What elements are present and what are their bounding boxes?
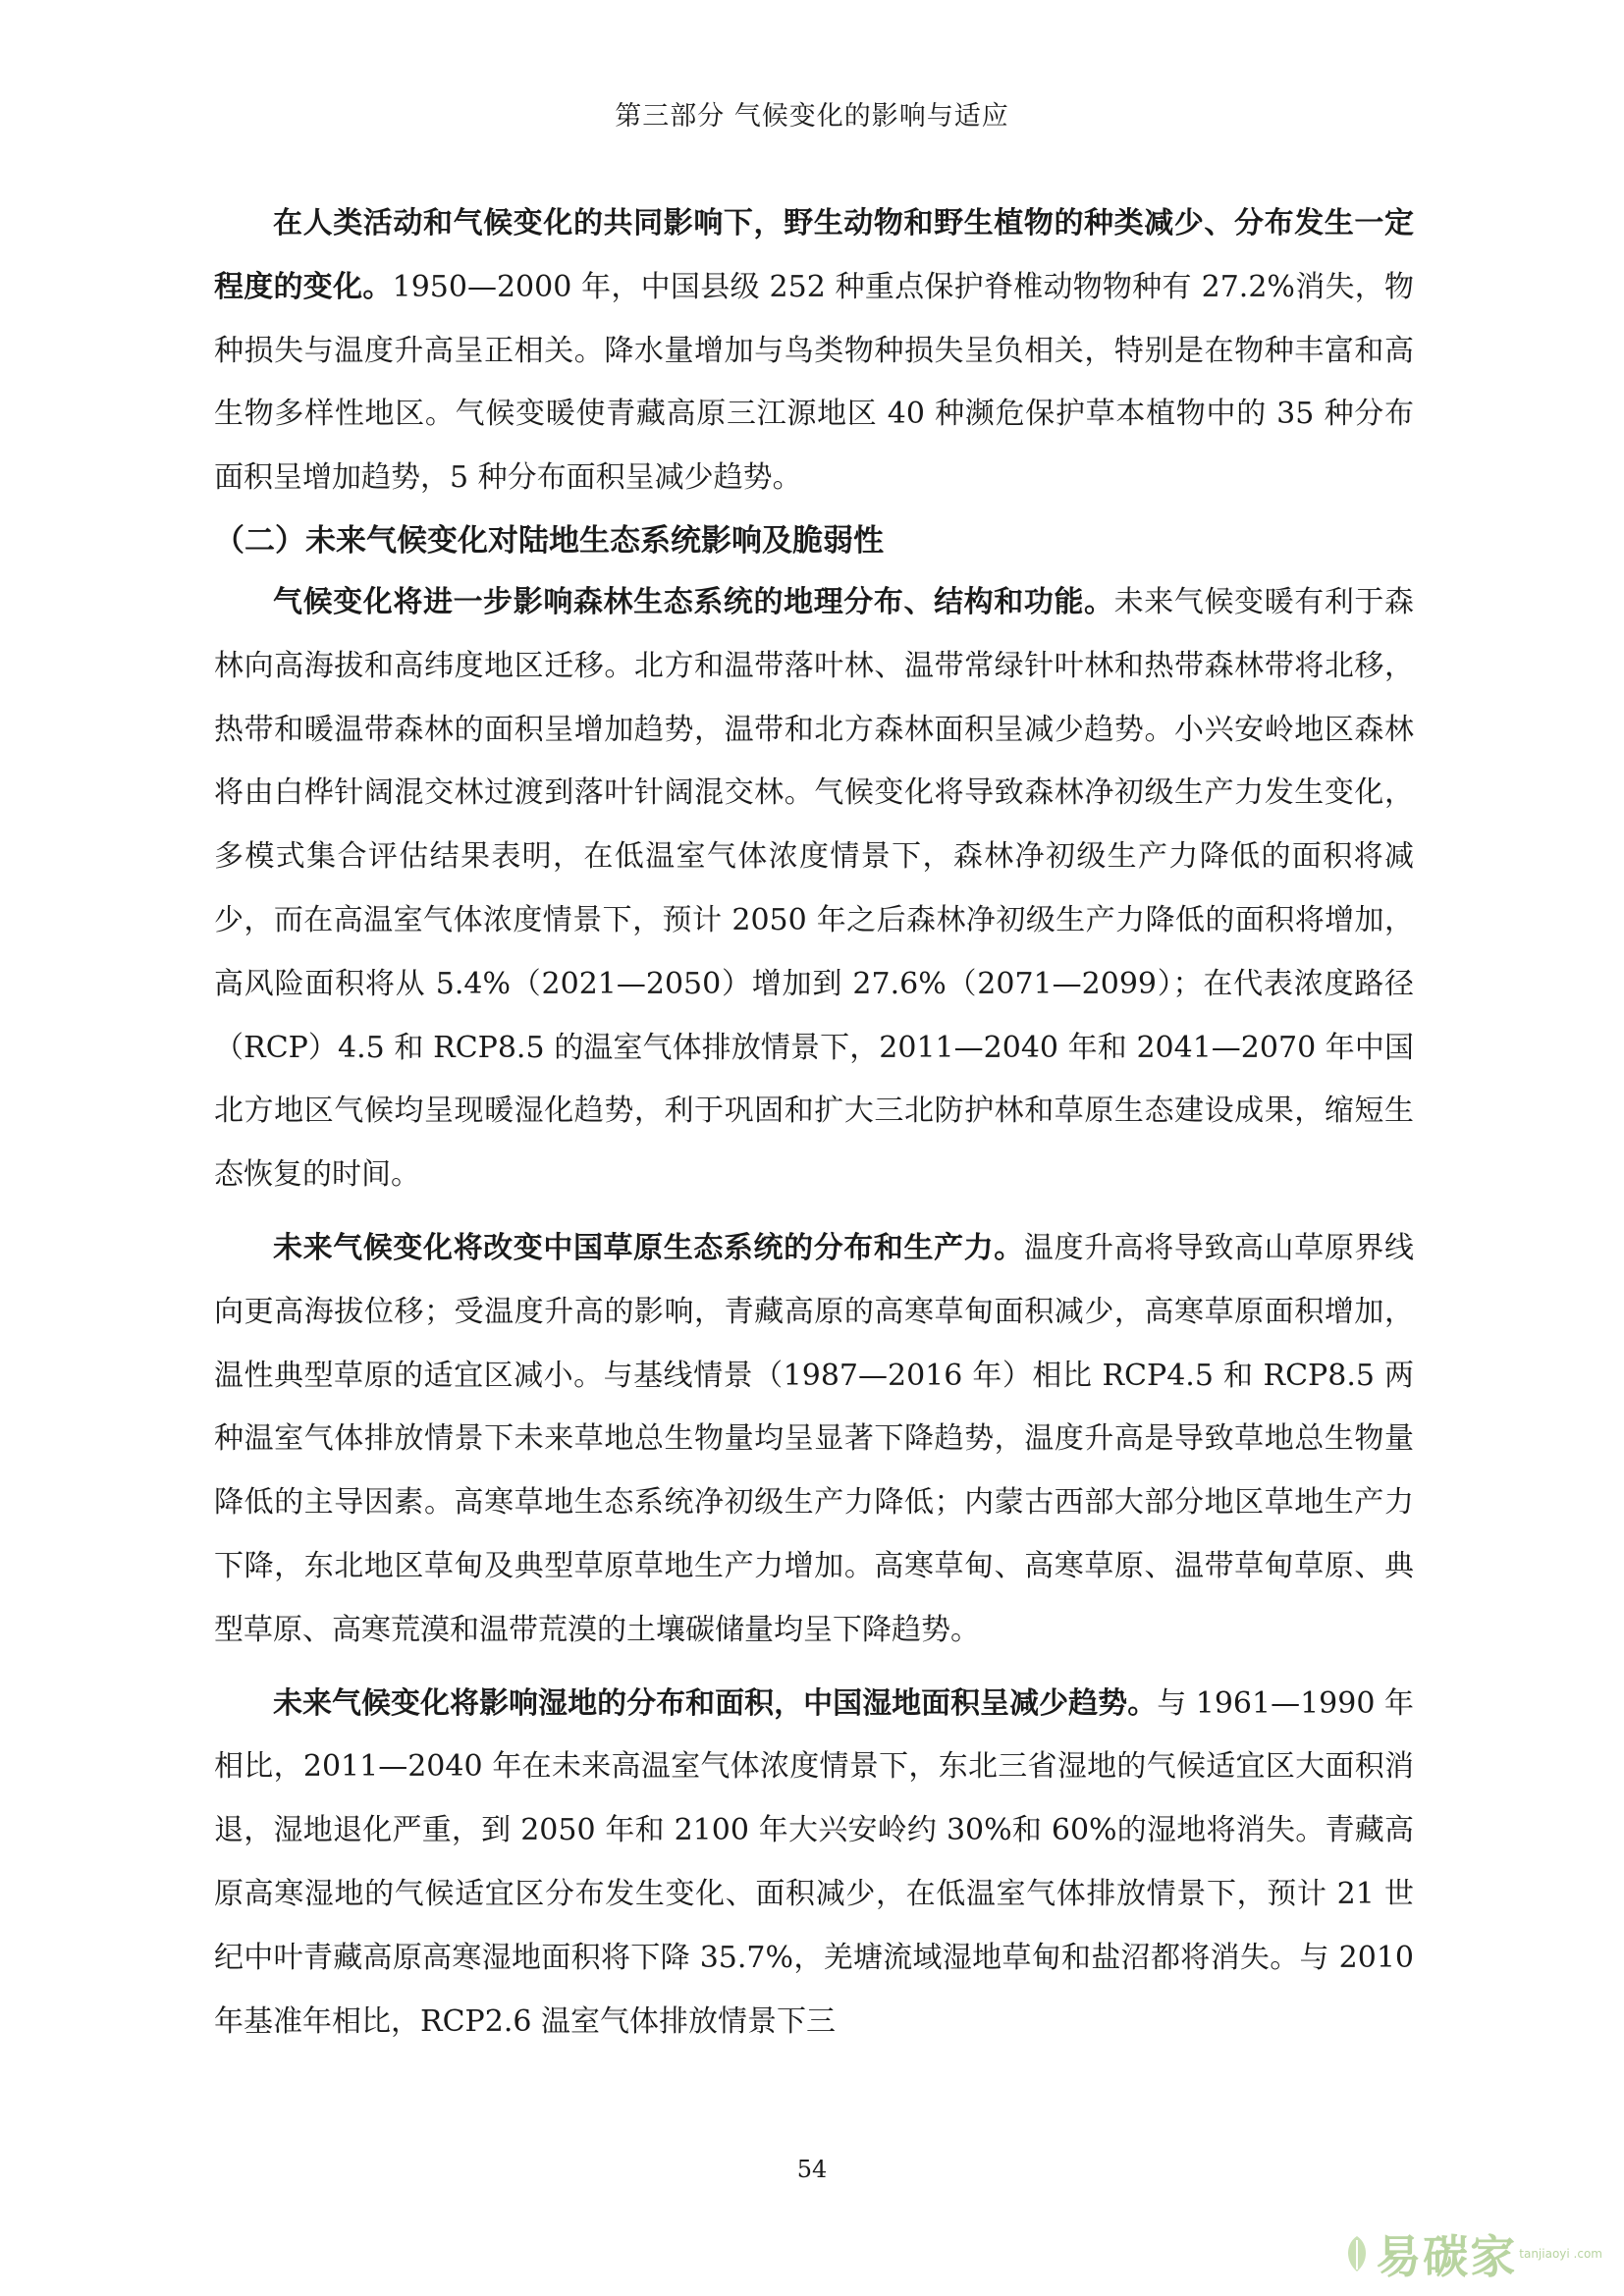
paragraph-lead: 气候变化将进一步影响森林生态系统的地理分布、结构和功能。: [273, 584, 1114, 619]
leaf-icon: [1342, 2234, 1372, 2273]
running-header: 第三部分 气候变化的影响与适应: [615, 101, 1009, 132]
paragraph-forest: [214, 571, 1414, 1207]
paragraph-lead: 在人类活动和气候变化的共同影响下，野生动物和野生植物的种类减少、分布发生一定程度的变化。: [214, 206, 1414, 304]
paragraph-grassland: [214, 1217, 1414, 1663]
watermark-logo: [1342, 2221, 1602, 2286]
section-heading: （二）未来气候变化对陆地生态系统影响及脆弱性: [214, 522, 884, 559]
paragraph-text: 未来气候变暖有利于森林向高海拔和高纬度地区迁移。北方和温带落叶林、温带常绿针叶林和热带森林带将北移，热带和暖温带森林的面积呈增加趋势，温带和北方森林面积呈减少趋势。小兴安岭地区森林将由白桦针阔混交林过渡到落叶针阔混交林。气候变化将导致森林净初级生产力发生变化，多模式集合评估结果表明，在低温室气体浓度情景下，森林净初级生产力降低的面积将减少，而在高温室气体浓度情景下，预计 2050 年之后森林净初级生产力降低的面积将增加，高风险面积将从 5.4%（2021—2050）增加到 27.6%（2071—2099）；在代表浓度路径（RCP）4.5 和 RCP8.5 的温室气体排放情景下，2011—2040 年和 2041—2070 年中国北方地区气候均呈现暖湿化趋势，利于巩固和扩大三北防护林和草原生态建设成果，缩短生态恢复的时间。: [214, 584, 1415, 1193]
paragraph-lead: 未来气候变化将改变中国草原生态系统的分布和生产力。: [273, 1230, 1024, 1265]
watermark-domain: tanjiaoyi .com: [1519, 2247, 1602, 2261]
page-number: 54: [796, 2156, 828, 2183]
paragraph-text: 1950—2000 年，中国县级 252 种重点保护脊椎动物物种有 27.2%消失，物种损失与温度升高呈正相关。降水量增加与鸟类物种损失呈负相关，特别是在物种丰富和高生物多样性地区。气候变暖使青藏高原三江源地区 40 种濒危保护草本植物中的 35 种分布面积呈增加趋势，5 种分布面积呈减少趋势。: [214, 269, 1415, 496]
paragraph-wetland: [214, 1673, 1414, 2055]
watermark-text: 易碳家: [1376, 2230, 1518, 2283]
paragraph-wildlife: [214, 192, 1414, 510]
page-body: [214, 192, 1414, 2054]
paragraph-lead: 未来气候变化将影响湿地的分布和面积，中国湿地面积呈减少趋势。: [273, 1685, 1158, 1721]
paragraph-text: 与 1961—1990 年相比，2011—2040 年在未来高温室气体浓度情景下，东北三省湿地的气候适宜区大面积消退，湿地退化严重，到 2050 年和 2100 年大兴安岭约 30%和 60%的湿地将消失。青藏高原高寒湿地的气候适宜区分布发生变化、面积减少，在低温室气体排放情景下，预计 21 世纪中叶青藏高原高寒湿地面积将下降 35.7%，羌塘流域湿地草甸和盐沼都将消失。与 2010 年基准年相比，RCP2.6 温室气体排放情景下三: [214, 1685, 1414, 2039]
paragraph-text: 温度升高将导致高山草原界线向更高海拔位移；受温度升高的影响，青藏高原的高寒草甸面积减少，高寒草原面积增加，温性典型草原的适宜区减小。与基线情景（1987—2016 年）相比 RCP4.5 和 RCP8.5 两种温室气体排放情景下未来草地总生物量均呈显著下降趋势，温度升高是导致草地总生物量降低的主导因素。高寒草地生态系统净初级生产力降低；内蒙古西部大部分地区草地生产力下降，东北地区草甸及典型草原草地生产力增加。高寒草甸、高寒草原、温带草甸草原、典型草原、高寒荒漠和温带荒漠的土壤碳储量均呈下降趋势。: [214, 1230, 1415, 1647]
